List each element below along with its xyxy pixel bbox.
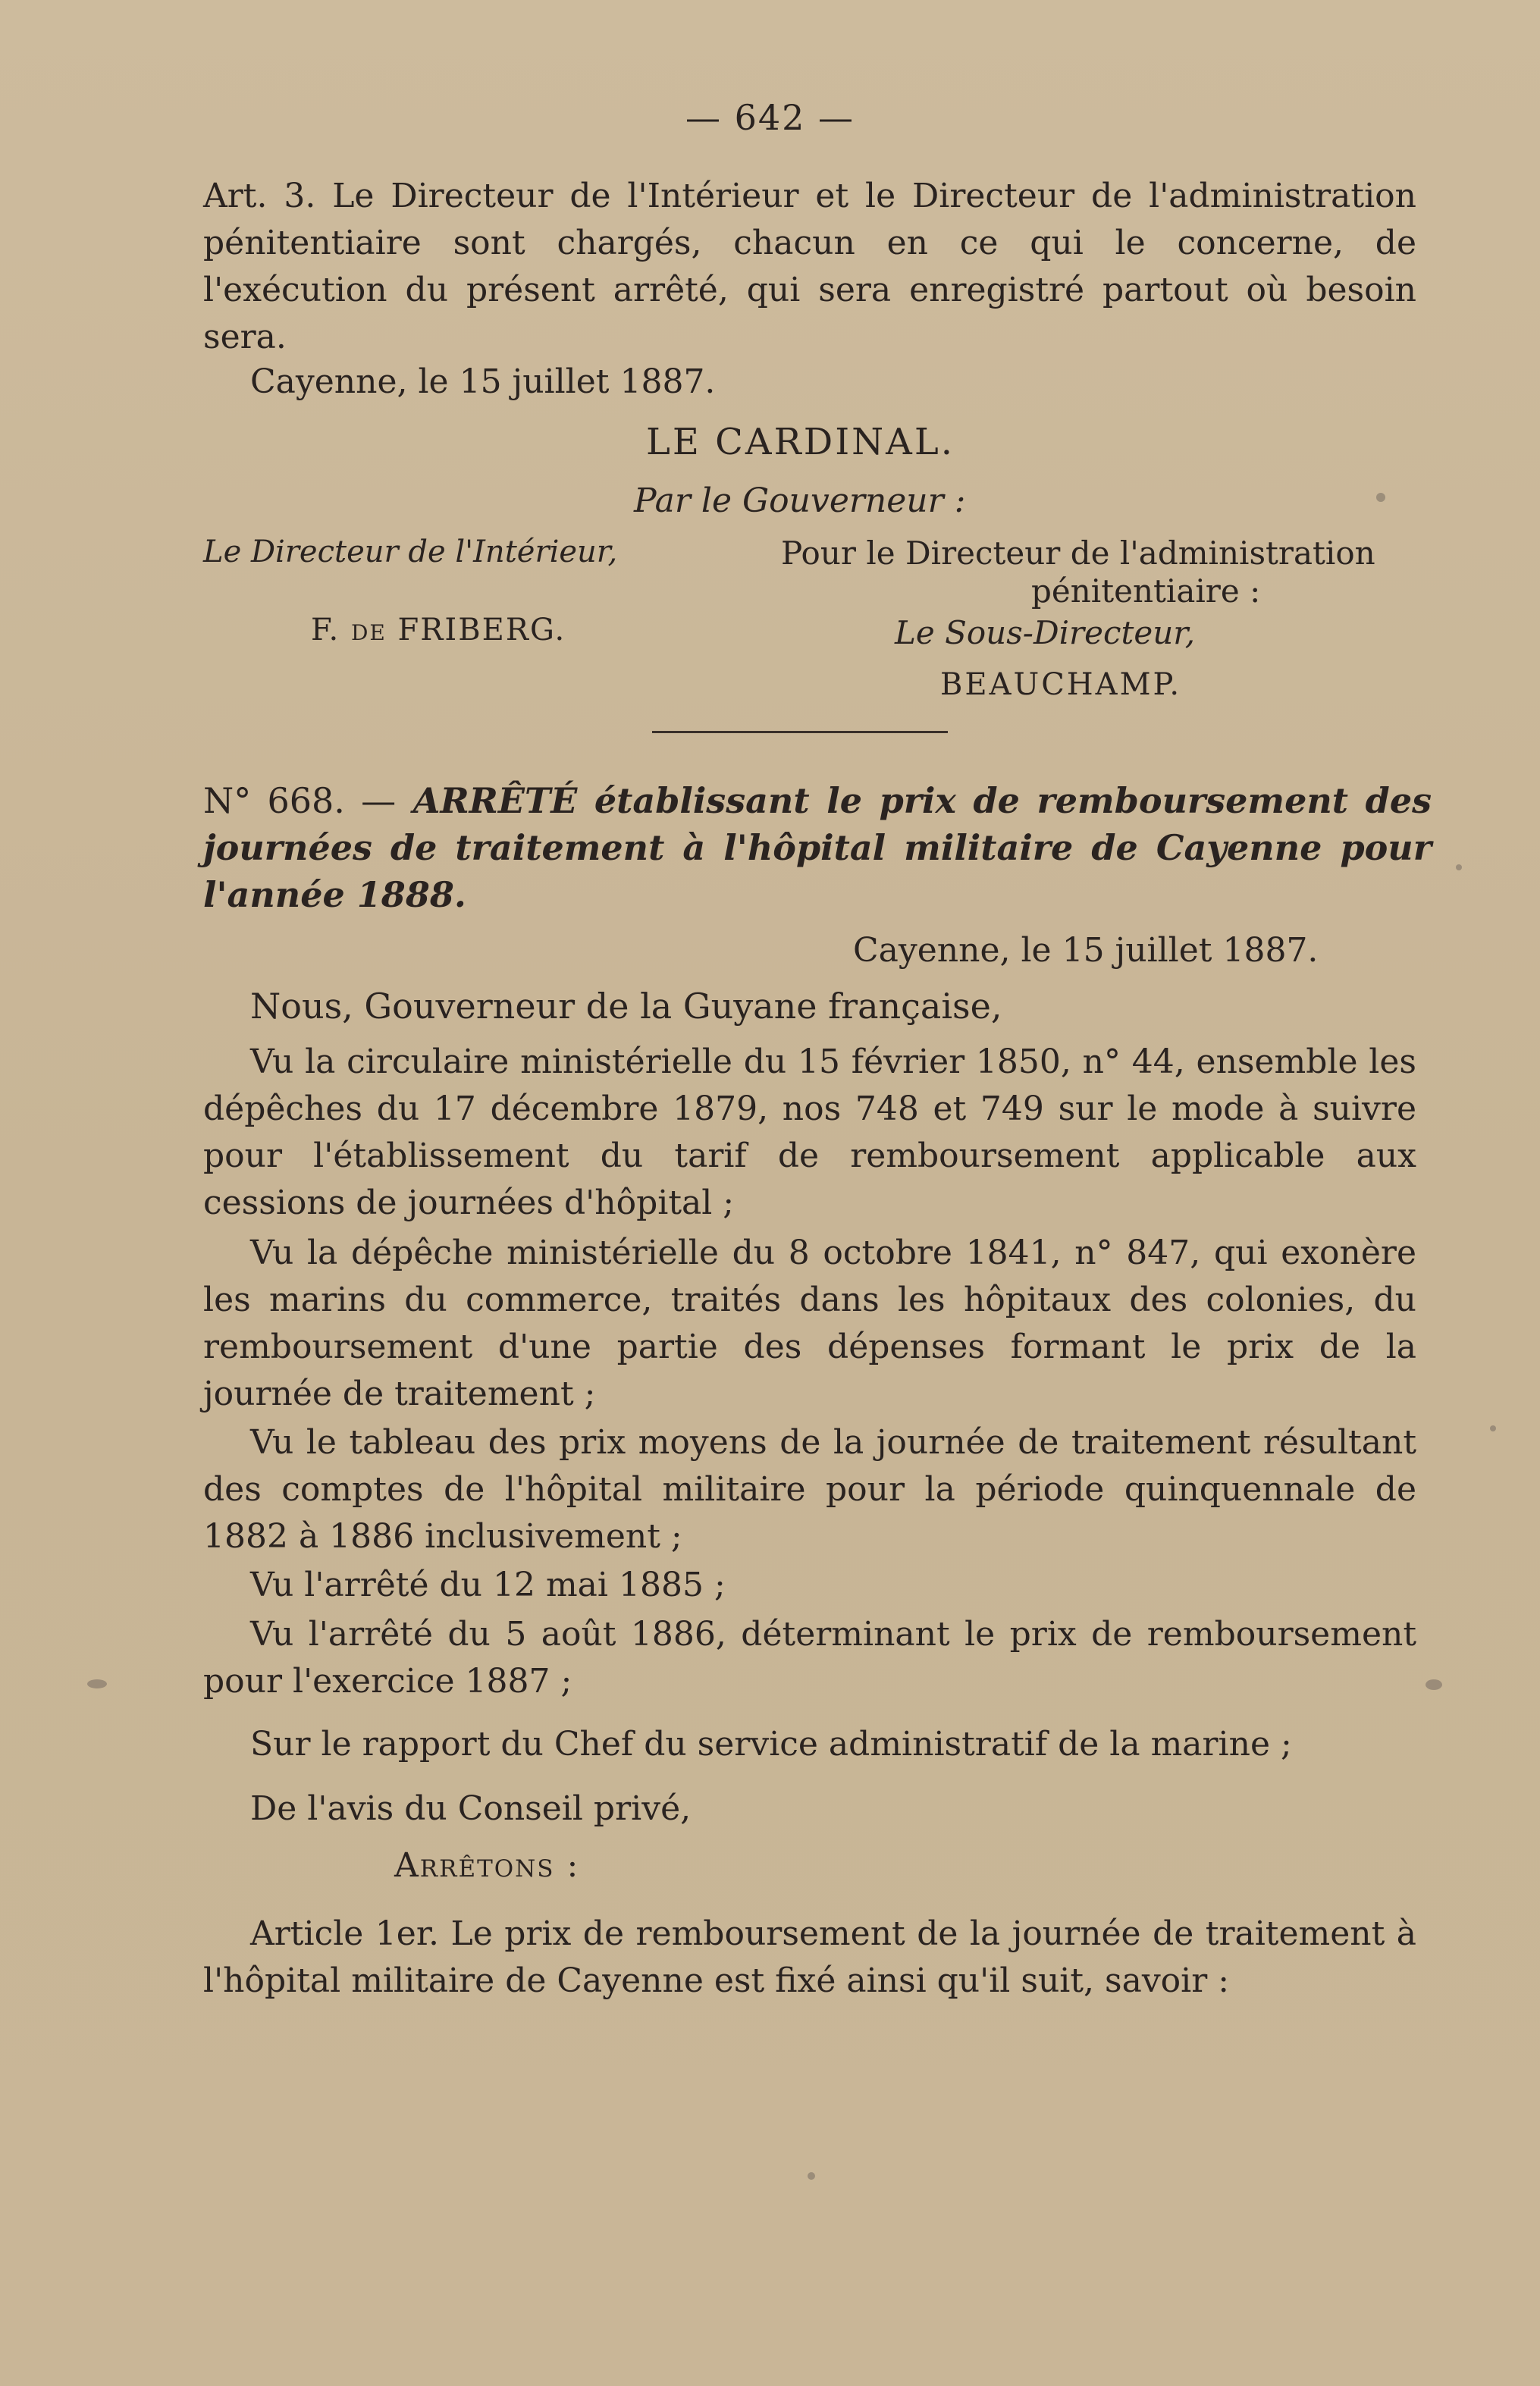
ink-spot	[1376, 493, 1385, 502]
signature-governor: LE CARDINAL.	[646, 421, 955, 463]
arrete-668-heading	[203, 777, 1432, 918]
right-signatory-name: BEAUCHAMP.	[940, 667, 1182, 702]
vu-depeche-paragraph: Vu la dépêche ministérielle du 8 octobre 1841, n° 847, qui exonère les marins du commerce, traités dans les hôpitaux des colonies, du remboursement d'une partie des dépenses formant le prix de la journée de traitement ;	[203, 1234, 1416, 1413]
arretons-heading: Arrêtons :	[394, 1846, 580, 1885]
dateline-1: Cayenne, le 15 juillet 1887.	[250, 362, 716, 401]
dateline-2: Cayenne, le 15 juillet 1887.	[853, 931, 1319, 970]
nous-gouverneur: Nous, Gouverneur de la Guyane française,	[250, 986, 1002, 1027]
article-3-paragraph: Art. 3. Le Directeur de l'Intérieur et le Directeur de l'administration pénitentiaire sont chargés, chacun en ce qui le concerne, de l'exécution du présent arrêté, qui sera enregistré partout où besoin sera.	[203, 177, 1416, 356]
section-divider	[652, 731, 948, 733]
vu-tableau-paragraph: Vu le tableau des prix moyens de la journée de traitement résultant des comptes de l'hôpital militaire pour la période quinquennale de 1882 à 1886 inclusivement ;	[203, 1423, 1416, 1556]
ink-spot	[808, 2172, 815, 2180]
right-signatory-title-line1: Pour le Directeur de l'administration	[781, 535, 1375, 572]
article-1-paragraph: Article 1er. Le prix de remboursement de la journée de traitement à l'hôpital militaire de Cayenne est fixé ainsi qu'il suit, savoir :	[203, 1914, 1416, 2000]
ink-spot	[87, 1679, 107, 1688]
left-signatory-title: Le Directeur de l'Intérieur,	[203, 535, 618, 569]
ink-spot	[1490, 1425, 1496, 1431]
vu-circulaire-paragraph: Vu la circulaire ministérielle du 15 février 1850, n° 44, ensemble les dépêches du 17 décembre 1879, nos 748 et 749 sur le mode à suivre pour l'établissement du tarif de remboursement applicable aux cessions de journées d'hôpital ;	[203, 1043, 1416, 1222]
right-signatory-title-line2: pénitentiaire :	[1031, 572, 1261, 610]
par-le-gouverneur: Par le Gouverneur :	[634, 481, 966, 520]
avis-conseil-paragraph: De l'avis du Conseil privé,	[250, 1789, 692, 1828]
arrete-number: N° 668. —	[203, 780, 397, 821]
ink-spot	[1426, 1679, 1442, 1690]
left-signatory-name: F. de FRIBERG.	[311, 613, 566, 647]
right-signatory-title-line3: Le Sous-Directeur,	[895, 614, 1196, 651]
sur-le-rapport-paragraph: Sur le rapport du Chef du service administratif de la marine ;	[250, 1725, 1292, 1764]
page-number: — 642 —	[685, 97, 855, 138]
vu-arrete-1885-paragraph: Vu l'arrêté du 12 mai 1885 ;	[250, 1566, 726, 1604]
arrete-title: ARRÊTÉ établissant le prix de remboursement des journées de traitement à l'hôpital militaire de Cayenne pour l'année 1888.	[203, 780, 1432, 915]
ink-spot	[1456, 864, 1462, 870]
vu-arrete-1886-paragraph: Vu l'arrêté du 5 août 1886, déterminant le prix de remboursement pour l'exercice 1887 ;	[203, 1615, 1416, 1701]
